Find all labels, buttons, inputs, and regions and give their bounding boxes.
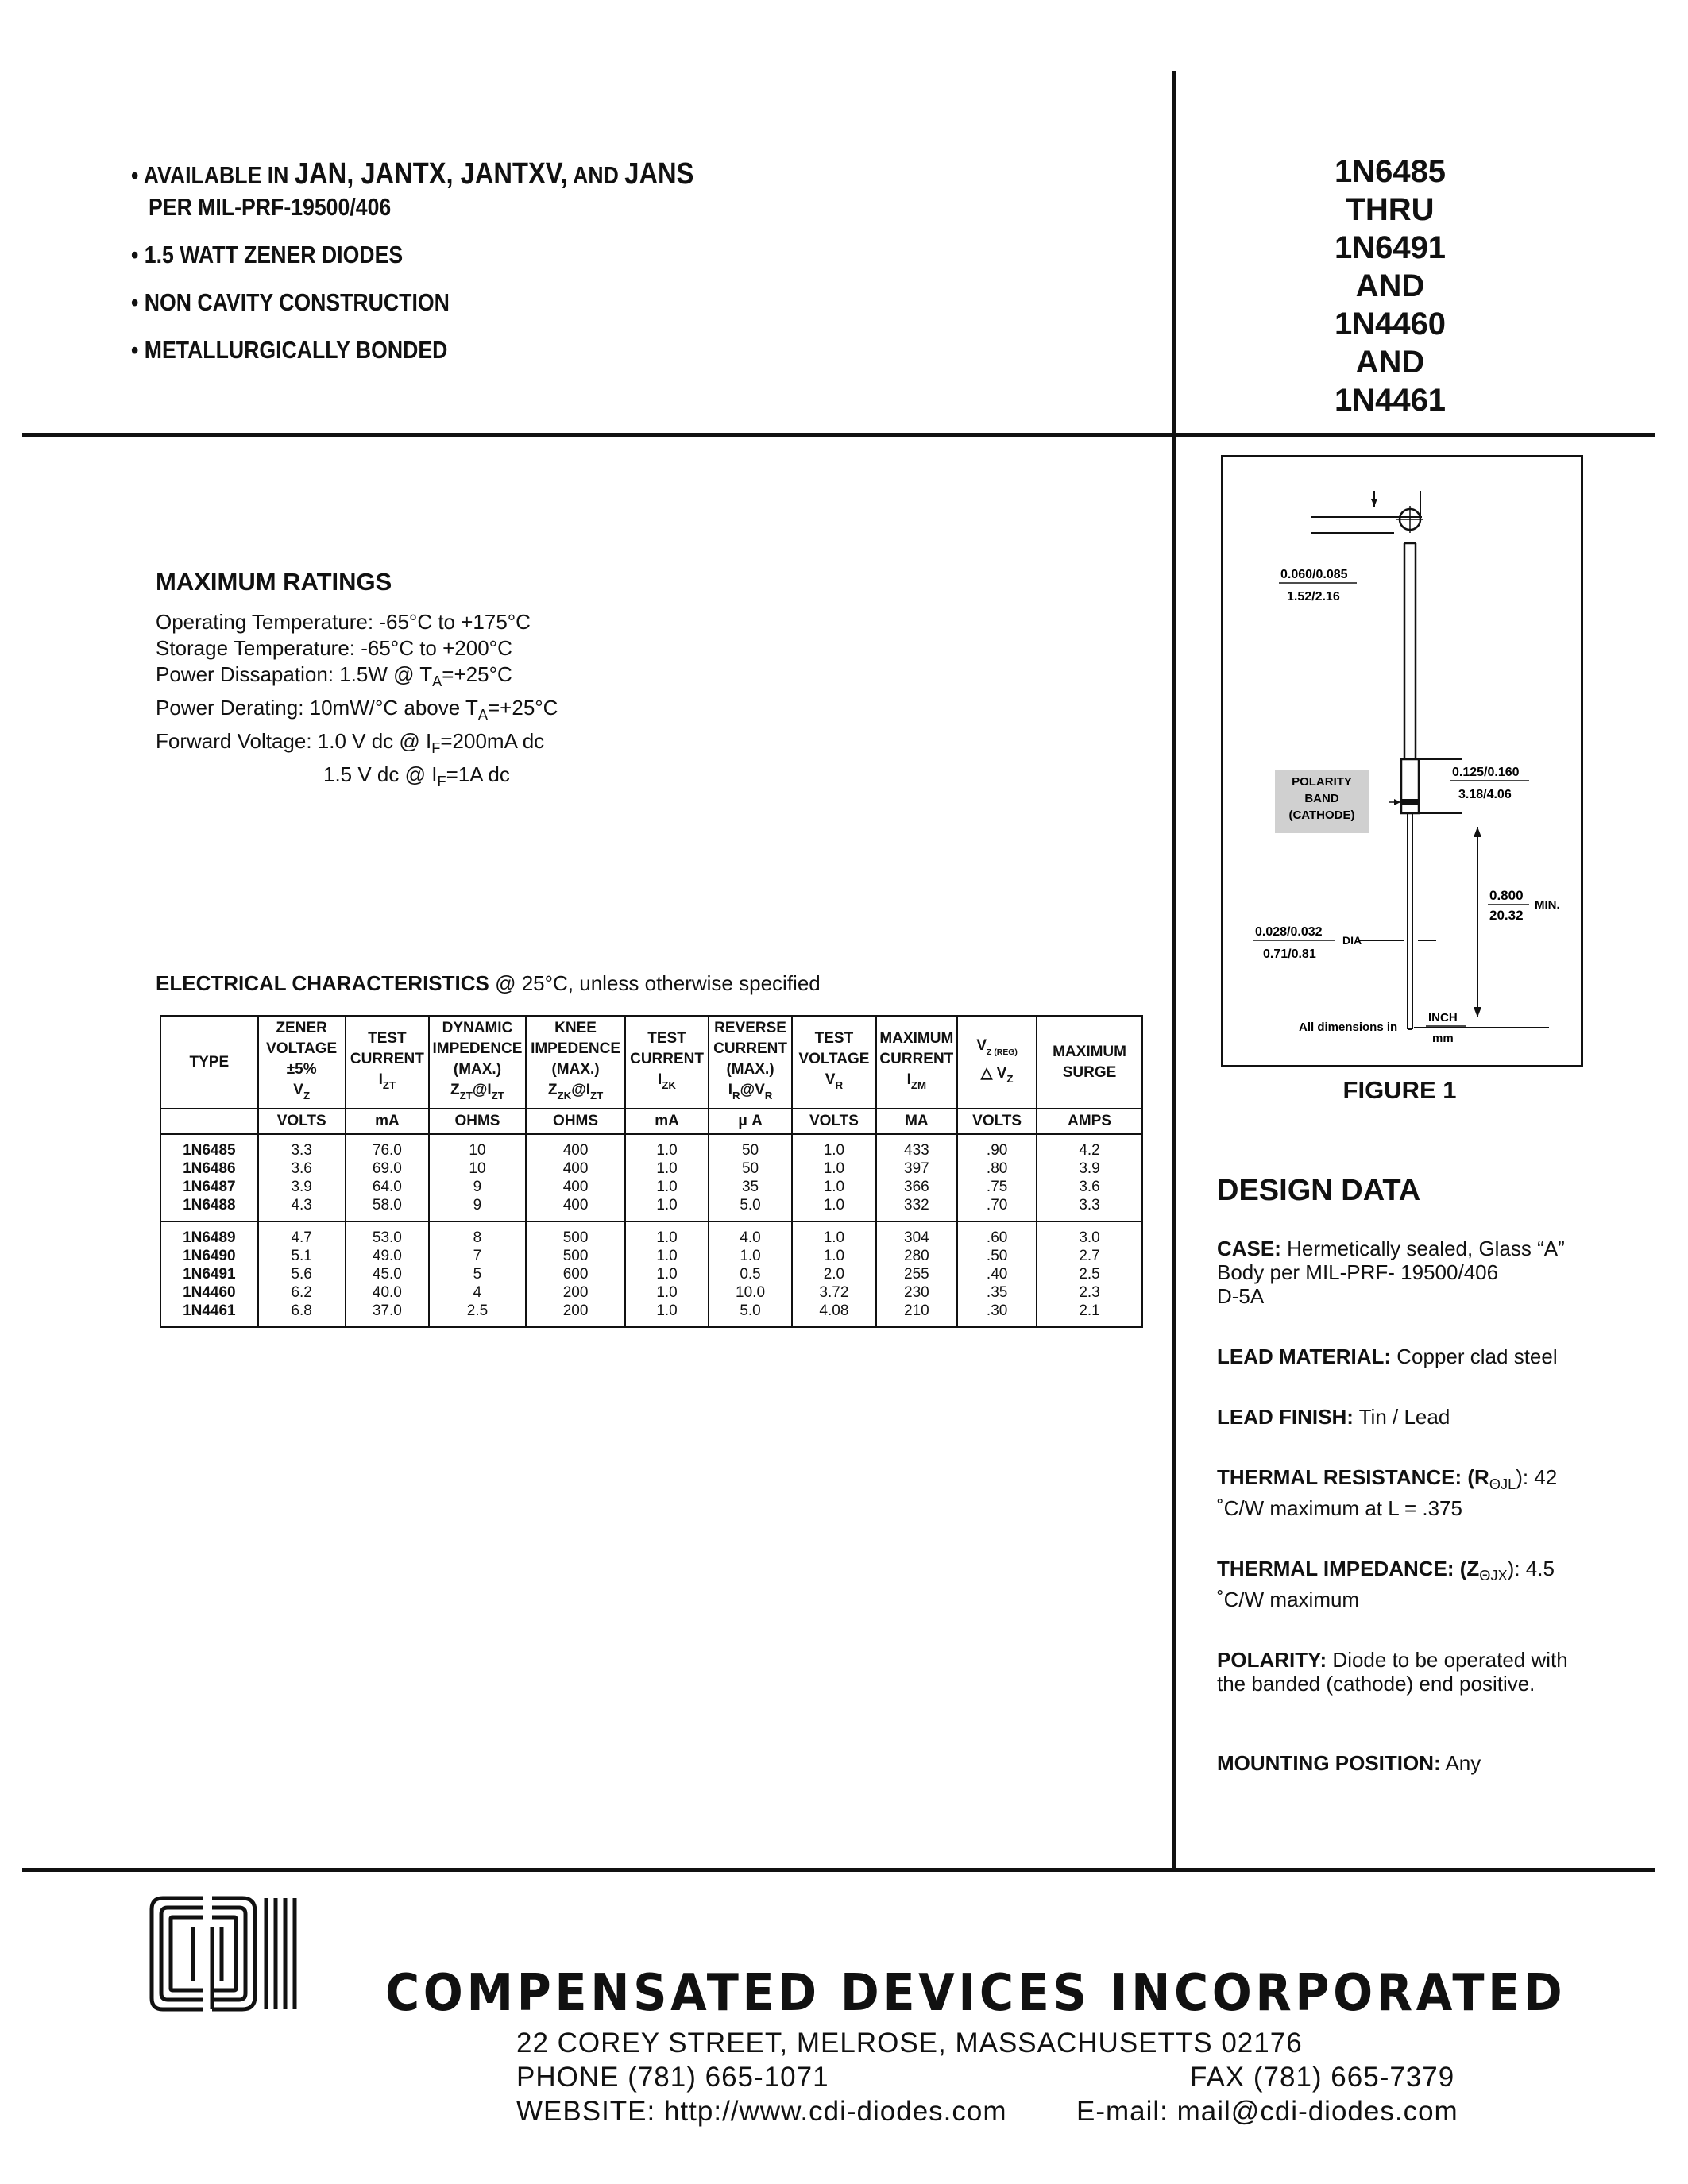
part-number-line: 1N6491 xyxy=(1334,230,1447,265)
value-cell: 200 xyxy=(526,1302,625,1327)
feature-spec: PER MIL-PRF-19500/406 xyxy=(149,193,392,221)
value-cell: 4.2 xyxy=(1037,1134,1142,1160)
value-cell: 3.6 xyxy=(1037,1178,1142,1196)
wire-dia-mm-label: 0.71/0.81 xyxy=(1263,947,1316,961)
company-fax: FAX (781) 665-7379 xyxy=(1190,2062,1455,2093)
cdi-logo xyxy=(147,1890,369,2017)
value-cell: 400 xyxy=(526,1178,625,1196)
forward-voltage-2: 1.5 V dc @ $I_F=1A$ dc xyxy=(323,762,510,789)
value-cell: 500 xyxy=(526,1221,625,1247)
value-cell: 64.0 xyxy=(346,1178,429,1196)
length-inch-label: 0.800 xyxy=(1489,888,1524,903)
part-number-line: 1N6485 xyxy=(1334,154,1447,189)
value-cell: 400 xyxy=(526,1134,625,1160)
value-cell: 3.9 xyxy=(258,1178,346,1196)
type-cell: 1N6486 xyxy=(160,1160,258,1178)
design-data-title: DESIGN DATA xyxy=(1217,1174,1421,1207)
value-cell: 255 xyxy=(876,1265,958,1283)
electrical-characteristics-title: ELECTRICAL CHARACTERISTICS @ 25°C, unless otherwise specified xyxy=(156,971,821,995)
value-cell: 2.1 xyxy=(1037,1302,1142,1327)
diode-outline-drawing xyxy=(1223,457,1581,1065)
value-cell: .70 xyxy=(957,1196,1037,1221)
table-row xyxy=(160,1283,1142,1302)
value-cell: 5.1 xyxy=(258,1247,346,1265)
unit-cell: VOLTS xyxy=(957,1109,1037,1134)
header-test-current-izk: TEST CURRENT $I_{ZK}$ xyxy=(625,1016,709,1109)
operating-temperature: Operating Temperature: -65°C to +175°C xyxy=(156,610,531,634)
body-dia-mm-label: 3.18/4.06 xyxy=(1458,788,1512,801)
unit-cell xyxy=(160,1109,258,1134)
design-thermal-resistance: THERMAL RESISTANCE: $(R_{\Theta JL})$: 42 ˚C/W maximum at L = .375 xyxy=(1217,1465,1558,1520)
unit-cell: mA xyxy=(346,1109,429,1134)
value-cell: 2.5 xyxy=(429,1302,526,1327)
unit-cell: mA xyxy=(625,1109,709,1134)
header-knee-impedance: KNEE IMPEDENCE (MAX.) $Z_{ZK}@I_{ZT}$ xyxy=(526,1016,625,1109)
value-cell: 3.3 xyxy=(258,1134,346,1160)
unit-cell: OHMS xyxy=(526,1109,625,1134)
value-cell: 2.3 xyxy=(1037,1283,1142,1302)
header-reverse-current: REVERSE CURRENT (MAX.) $I_R@V_R$ xyxy=(709,1016,792,1109)
polarity-label-2: BAND xyxy=(1304,792,1339,805)
header-dynamic-impedance: DYNAMIC IMPEDENCE (MAX.) $Z_{ZT}@I_{ZT}$ xyxy=(429,1016,526,1109)
value-cell: 1.0 xyxy=(625,1221,709,1247)
lead-dia-mm-label: 1.52/2.16 xyxy=(1287,590,1340,604)
header-test-current: TEST CURRENT $I_{ZT}$ xyxy=(346,1016,429,1109)
value-cell: 1.0 xyxy=(625,1160,709,1178)
value-cell: 76.0 xyxy=(346,1134,429,1160)
lead-dia-inch-label: 0.060/0.085 xyxy=(1280,568,1348,581)
polarity-label-3: (CATHODE) xyxy=(1288,808,1355,822)
wire-dia-label: DIA xyxy=(1342,934,1362,947)
value-cell: 50 xyxy=(709,1160,792,1178)
header-maximum-surge: MAXIMUM SURGE xyxy=(1037,1016,1142,1109)
type-cell: 1N6490 xyxy=(160,1247,258,1265)
value-cell: 6.8 xyxy=(258,1302,346,1327)
type-cell: 1N6488 xyxy=(160,1196,258,1221)
value-cell: 1.0 xyxy=(792,1134,875,1160)
value-cell: 4.3 xyxy=(258,1196,346,1221)
feature-construction: • NON CAVITY CONSTRUCTION xyxy=(131,288,450,316)
unit-cell: MA xyxy=(876,1109,958,1134)
unit-cell: VOLTS xyxy=(258,1109,346,1134)
length-mm-label: 20.32 xyxy=(1489,908,1524,923)
value-cell: 1.0 xyxy=(792,1178,875,1196)
type-cell: 1N6489 xyxy=(160,1221,258,1247)
feature-availability: • AVAILABLE IN JAN, JANTX, JANTXV, AND JANS xyxy=(131,157,694,191)
part-number-title xyxy=(1176,152,1605,419)
value-cell: 8 xyxy=(429,1221,526,1247)
type-cell: 1N4460 xyxy=(160,1283,258,1302)
value-cell: 397 xyxy=(876,1160,958,1178)
value-cell: 1.0 xyxy=(625,1178,709,1196)
value-cell: 433 xyxy=(876,1134,958,1160)
value-cell: 9 xyxy=(429,1196,526,1221)
table-row xyxy=(160,1196,1142,1221)
value-cell: 200 xyxy=(526,1283,625,1302)
figure-caption: FIGURE 1 xyxy=(1342,1076,1457,1104)
electrical-characteristics-table xyxy=(160,1015,1143,1328)
forward-voltage-1: Forward Voltage: 1.0 V dc @ $I_F=200mA$ dc xyxy=(156,729,545,756)
value-cell: 4.7 xyxy=(258,1221,346,1247)
bottom-horizontal-rule xyxy=(22,1868,1655,1872)
value-cell: 366 xyxy=(876,1178,958,1196)
value-cell: 600 xyxy=(526,1265,625,1283)
value-cell: .60 xyxy=(957,1221,1037,1247)
value-cell: 2.5 xyxy=(1037,1265,1142,1283)
design-thermal-impedance: THERMAL IMPEDANCE: $(Z_{\Theta JX})$: 4.5 ˚C/W maximum xyxy=(1217,1557,1555,1611)
value-cell: 1.0 xyxy=(625,1283,709,1302)
table-units-row xyxy=(160,1109,1142,1134)
value-cell: 40.0 xyxy=(346,1283,429,1302)
value-cell: 1.0 xyxy=(792,1221,875,1247)
value-cell: 10.0 xyxy=(709,1283,792,1302)
value-cell: 5.6 xyxy=(258,1265,346,1283)
value-cell: .40 xyxy=(957,1265,1037,1283)
feature-bonding: • METALLURGICALLY BONDED xyxy=(131,336,448,364)
value-cell: 50 xyxy=(709,1134,792,1160)
table-body xyxy=(160,1134,1142,1327)
top-arrow-head xyxy=(1371,499,1377,507)
value-cell: 3.72 xyxy=(792,1283,875,1302)
wire-dia-inch-label: 0.028/0.032 xyxy=(1255,925,1323,939)
value-cell: 69.0 xyxy=(346,1160,429,1178)
part-number-line: THRU xyxy=(1346,192,1435,227)
polarity-label-1: POLARITY xyxy=(1292,775,1352,789)
value-cell: 5 xyxy=(429,1265,526,1283)
value-cell: 4 xyxy=(429,1283,526,1302)
dimensions-note: All dimensions in xyxy=(1299,1021,1398,1034)
company-address: 22 COREY STREET, MELROSE, MASSACHUSETTS 02176 xyxy=(516,2028,1303,2059)
ratings-title: MAXIMUM RATINGS xyxy=(156,568,392,596)
table-row xyxy=(160,1178,1142,1196)
value-cell: 1.0 xyxy=(792,1160,875,1178)
value-cell: 1.0 xyxy=(625,1134,709,1160)
table-row xyxy=(160,1265,1142,1283)
value-cell: 500 xyxy=(526,1247,625,1265)
table-row xyxy=(160,1134,1142,1160)
unit-mm-label: mm xyxy=(1432,1032,1454,1045)
value-cell: 210 xyxy=(876,1302,958,1327)
storage-temperature: Storage Temperature: -65°C to +200°C xyxy=(156,636,512,660)
design-case: CASE: Hermetically sealed, Glass “A” Body per MIL-PRF- 19500/406 D-5A xyxy=(1217,1237,1565,1308)
company-email[interactable]: E-mail: mail@cdi-diodes.com xyxy=(1076,2096,1458,2127)
value-cell: .90 xyxy=(957,1134,1037,1160)
design-polarity: POLARITY: Diode to be operated with the banded (cathode) end positive. xyxy=(1217,1648,1568,1696)
unit-cell: μ A xyxy=(709,1109,792,1134)
header-maximum-current: MAXIMUM CURRENT $I_{ZM}$ xyxy=(876,1016,958,1109)
feature-list xyxy=(131,159,1124,383)
value-cell: 3.9 xyxy=(1037,1160,1142,1178)
value-cell: 1.0 xyxy=(625,1265,709,1283)
value-cell: 3.3 xyxy=(1037,1196,1142,1221)
value-cell: 4.0 xyxy=(709,1221,792,1247)
value-cell: 3.6 xyxy=(258,1160,346,1178)
header-test-voltage: TEST VOLTAGE $V_R$ xyxy=(792,1016,875,1109)
table-row xyxy=(160,1247,1142,1265)
unit-inch-label: INCH xyxy=(1428,1011,1458,1024)
header-zener-voltage: ZENER VOLTAGE ±5% $V_Z$ xyxy=(258,1016,346,1109)
body-dia-inch-label: 0.125/0.160 xyxy=(1452,766,1520,779)
value-cell: .50 xyxy=(957,1247,1037,1265)
value-cell: 400 xyxy=(526,1160,625,1178)
maximum-ratings xyxy=(156,568,1109,795)
value-cell: 1.0 xyxy=(792,1196,875,1221)
type-cell: 1N6491 xyxy=(160,1265,258,1283)
value-cell: 4.08 xyxy=(792,1302,875,1327)
top-horizontal-rule xyxy=(22,433,1655,437)
value-cell: 1.0 xyxy=(625,1302,709,1327)
table-row xyxy=(160,1160,1142,1178)
table-header-row xyxy=(160,1016,1142,1109)
value-cell: 53.0 xyxy=(346,1221,429,1247)
header-type: TYPE xyxy=(160,1016,258,1109)
value-cell: 1.0 xyxy=(625,1247,709,1265)
figure-1-box xyxy=(1221,455,1583,1067)
company-name: COMPENSATED DEVICES INCORPORATED xyxy=(385,1964,1566,2023)
part-number-line: AND xyxy=(1355,268,1425,303)
type-cell: 1N6487 xyxy=(160,1178,258,1196)
value-cell: 1.0 xyxy=(792,1247,875,1265)
value-cell: 5.0 xyxy=(709,1302,792,1327)
design-lead-finish: LEAD FINISH: Tin / Lead xyxy=(1217,1405,1450,1429)
value-cell: 304 xyxy=(876,1221,958,1247)
value-cell: 5.0 xyxy=(709,1196,792,1221)
table-row xyxy=(160,1221,1142,1247)
header-vz-regulation: $V_{Z (REG)}$ △ $V_Z$ xyxy=(957,1016,1037,1109)
unit-cell: VOLTS xyxy=(792,1109,875,1134)
value-cell: 49.0 xyxy=(346,1247,429,1265)
value-cell: 332 xyxy=(876,1196,958,1221)
length-min-label: MIN. xyxy=(1535,898,1560,912)
value-cell: 2.0 xyxy=(792,1265,875,1283)
value-cell: .35 xyxy=(957,1283,1037,1302)
value-cell: 6.2 xyxy=(258,1283,346,1302)
value-cell: 2.7 xyxy=(1037,1247,1142,1265)
company-phone: PHONE (781) 665-1071 xyxy=(516,2062,829,2093)
power-dissipation: Power Dissapation: 1.5W @ $T_A=+25^\circ C$ xyxy=(156,662,512,689)
power-derating: Power Derating: 10mW/°C above $T_A=+25^\circ C$ xyxy=(156,696,558,723)
value-cell: 37.0 xyxy=(346,1302,429,1327)
design-data xyxy=(1217,1174,1606,1812)
type-cell: 1N6485 xyxy=(160,1134,258,1160)
value-cell: 1.0 xyxy=(709,1247,792,1265)
value-cell: 10 xyxy=(429,1134,526,1160)
part-number-line: AND xyxy=(1355,345,1425,380)
value-cell: 1.0 xyxy=(625,1196,709,1221)
feature-wattage: • 1.5 WATT ZENER DIODES xyxy=(131,241,404,268)
cathode-band xyxy=(1401,799,1419,805)
design-mounting: MOUNTING POSITION: Any xyxy=(1217,1751,1481,1775)
value-cell: .80 xyxy=(957,1160,1037,1178)
value-cell: 3.0 xyxy=(1037,1221,1142,1247)
value-cell: 45.0 xyxy=(346,1265,429,1283)
table-row xyxy=(160,1302,1142,1327)
value-cell: 400 xyxy=(526,1196,625,1221)
value-cell: .75 xyxy=(957,1178,1037,1196)
value-cell: 35 xyxy=(709,1178,792,1196)
value-cell: .30 xyxy=(957,1302,1037,1327)
part-number-line: 1N4460 xyxy=(1334,307,1447,341)
value-cell: 10 xyxy=(429,1160,526,1178)
value-cell: 0.5 xyxy=(709,1265,792,1283)
value-cell: 7 xyxy=(429,1247,526,1265)
type-cell: 1N4461 xyxy=(160,1302,258,1327)
unit-cell: OHMS xyxy=(429,1109,526,1134)
part-number-line: 1N4461 xyxy=(1334,383,1447,418)
value-cell: 58.0 xyxy=(346,1196,429,1221)
company-website[interactable]: WEBSITE: http://www.cdi-diodes.com xyxy=(516,2096,1007,2127)
design-lead-material: LEAD MATERIAL: Copper clad steel xyxy=(1217,1345,1558,1368)
value-cell: 230 xyxy=(876,1283,958,1302)
value-cell: 280 xyxy=(876,1247,958,1265)
value-cell: 9 xyxy=(429,1178,526,1196)
unit-cell: AMPS xyxy=(1037,1109,1142,1134)
